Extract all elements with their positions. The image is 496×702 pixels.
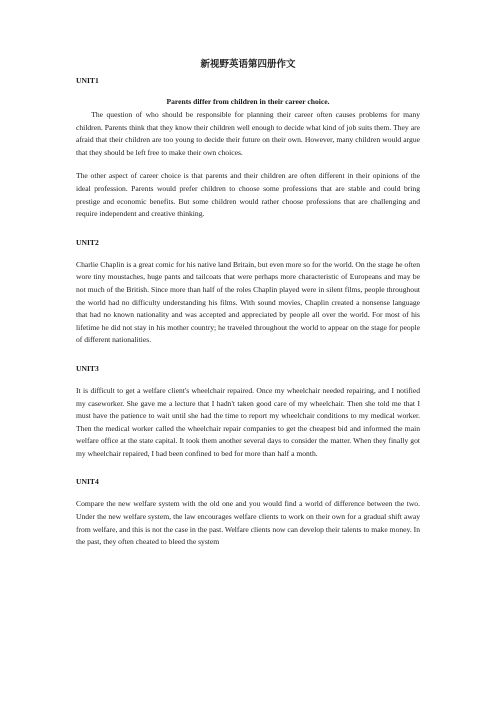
- unit-1-paragraph-2: The other aspect of career choice is that parents and their children are often different in their opinions of the ideal profession. Parents would prefer children to choose some professions that are stable and could bring prestige and economic benefits. But some children would rather choose professions that are challenging and require independent and creative thinking.: [76, 171, 420, 219]
- unit-2-heading: UNIT2: [76, 237, 99, 247]
- unit-2-paragraph-1: Charlie Chaplin is a great comic for his native land Britain, but even more so for the world. On the stage he often wore tiny moustaches, huge pants and tailcoats that were perhaps more characteristic of Europeans and may be not much of the British. Since more than half of the roles Chaplin played were in silent films, people throughout the world had no difficulty understanding his films. With sound movies, Chaplin created a nonsense language that had no known nationality and was accepted and appreciated by people all over the world. For most of his lifetime he did not stay in his mother country; he traveled throughout the world to appear on the stage for people of different nationalities.: [76, 259, 420, 345]
- unit-3-heading: UNIT3: [76, 363, 99, 373]
- unit-3-section: [76, 363, 420, 461]
- unit-1-paragraph-1: The question of who should be responsible for planning their career often causes problems for many children. Parents think that they know their children well enough to decide what kind of job suits them. They are afraid that their children are too young to decide their future on their own. However, many children would argue that they should be left free to make their own choices.: [76, 110, 420, 157]
- document-title: 新视野英语第四册作文: [200, 59, 296, 70]
- unit-4-section: [76, 476, 420, 548]
- unit-1-section: [76, 75, 420, 221]
- unit-4-paragraph-1: Compare the new welfare system with the old one and you would find a world of difference between the two. Under the new welfare system, the law encourages welfare clients to work on their own for a gradual shift away from welfare, and this is not the case in the past. Welfare clients now can develop their talents to make money. In the past, they often cheated to bleed the system: [76, 499, 420, 547]
- unit-2-section: [76, 237, 420, 347]
- document-page: [76, 58, 420, 549]
- unit-4-heading: UNIT4: [76, 477, 99, 487]
- unit-1-heading: UNIT1: [76, 76, 99, 85]
- unit-3-paragraph-1: It is difficult to get a welfare client's wheelchair repaired. Once my wheelchair needed repairing, and I notified my caseworker. She gave me a lecture that I hadn't taken good care of my wheelchair. Then she told me that I must have the patience to wait until she had the time to report my wheelchair conditions to my medical worker. Then the medical worker called the wheelchair repair companies to get the cheapest bid and informed the main welfare office at the state capital. It took them another several days to consider the matter. When they finally got my wheelchair repaired, I had been confined to bed for more than half a month.: [76, 385, 420, 458]
- unit-1-essay-title: Parents differ from children in their career choice.: [166, 97, 330, 106]
